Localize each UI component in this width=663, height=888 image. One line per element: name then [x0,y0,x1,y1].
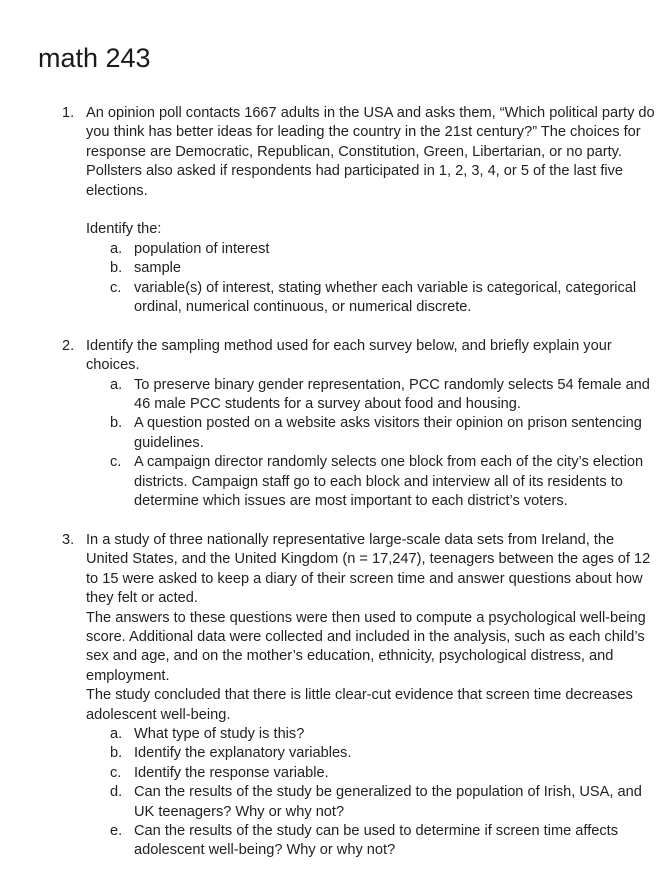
sub-question-text: Identify the response variable. [134,764,329,781]
question-prompt: Identify the: [86,221,162,238]
question-number: 1. [62,105,75,121]
sub-question [86,764,657,783]
sub-question-text: Can the results of the study be generalized to the population of Irish, USA, and UK teenagers? Why or why not? [134,784,642,820]
sub-question [86,783,657,822]
sub-question [86,744,657,763]
sub-question-list [86,725,657,861]
sub-question-letter: d. [110,784,123,801]
sub-question-letter: c. [110,279,122,296]
sub-question-text: A campaign director randomly selects one block from each of the city’s election districts. Campaign staff go to each block and interview all of its residents to determine which issues are most important to each district’s voters. [134,454,644,510]
sub-question-text: population of interest [134,240,270,257]
question-1 [0,104,663,317]
question-3 [0,531,663,861]
sub-question-text: variable(s) of interest, stating whether each variable is categorical, categorical ordinal, numerical continuous, or numerical discrete. [134,279,637,316]
question-conclusion: The study concluded that there is little clear-cut evidence that screen time decreases adolescent well-being. [86,687,633,723]
sub-question-text: Identify the explanatory variables. [134,745,352,762]
question-2 [0,337,663,512]
sub-question-letter: b. [110,745,123,762]
sub-question [86,453,657,511]
sub-question [86,822,657,861]
sub-question [86,240,657,259]
sub-question-list [86,376,657,512]
sub-question [86,279,657,318]
sub-question-list [86,240,657,318]
document-title: math 243 [38,43,151,73]
sub-question-letter: c. [110,764,122,781]
sub-question-text: What type of study is this? [134,725,305,742]
blank-line [86,201,657,220]
sub-question-letter: e. [110,822,123,839]
sub-question-text: To preserve binary gender representation, PCC randomly selects 54 female and 46 male PCC students for a survey about food and housing. [134,376,650,413]
sub-question-text: sample [134,260,182,277]
sub-question [86,414,657,453]
sub-question-letter: c. [110,454,122,471]
sub-question-letter: b. [110,260,123,277]
question-text: Identify the sampling method used for each survey below, and briefly explain your choices. [86,337,612,374]
sub-question-letter: a. [110,240,123,257]
sub-question [86,376,657,415]
question-text-continued: The answers to these questions were then used to compute a psychological well-being score. Additional data were collected and included in the analysis, such as each child’s sex and age, and on the mother’s education, ethnicity, psychological distress, and employment. [86,609,646,684]
sub-question-letter: a. [110,376,123,393]
question-number: 3. [62,531,75,548]
question-text: In a study of three nationally representative large-scale data sets from Ireland, the United States, and the United Kingdom (n = 17,247), teenagers between the ages of 12 to 15 were asked to keep a diary of their screen time and answer questions about how they felt or acted. [86,531,651,607]
sub-question-text: A question posted on a website asks visitors their opinion on prison sentencing guidelines. [134,415,642,451]
sub-question [86,259,657,278]
sub-question-letter: a. [110,725,123,742]
question-text: An opinion poll contacts 1667 adults in the USA and asks them, “Which political party do you think has better ideas for leading the country in the 21st century?” The choices for response are Democratic, Republican, Constitution, Green, Libertarian, or no party. Pollsters also asked if respondents had participated in 1, 2, 3, 4, or 5 of the last five elections. [86,105,655,199]
sub-question-text: Can the results of the study can be used to determine if screen time affects adolescent well-being? Why or why not? [134,822,619,859]
sub-question-letter: b. [110,415,123,432]
question-number: 2. [62,337,75,354]
sub-question [86,725,657,744]
question-list [0,104,663,861]
